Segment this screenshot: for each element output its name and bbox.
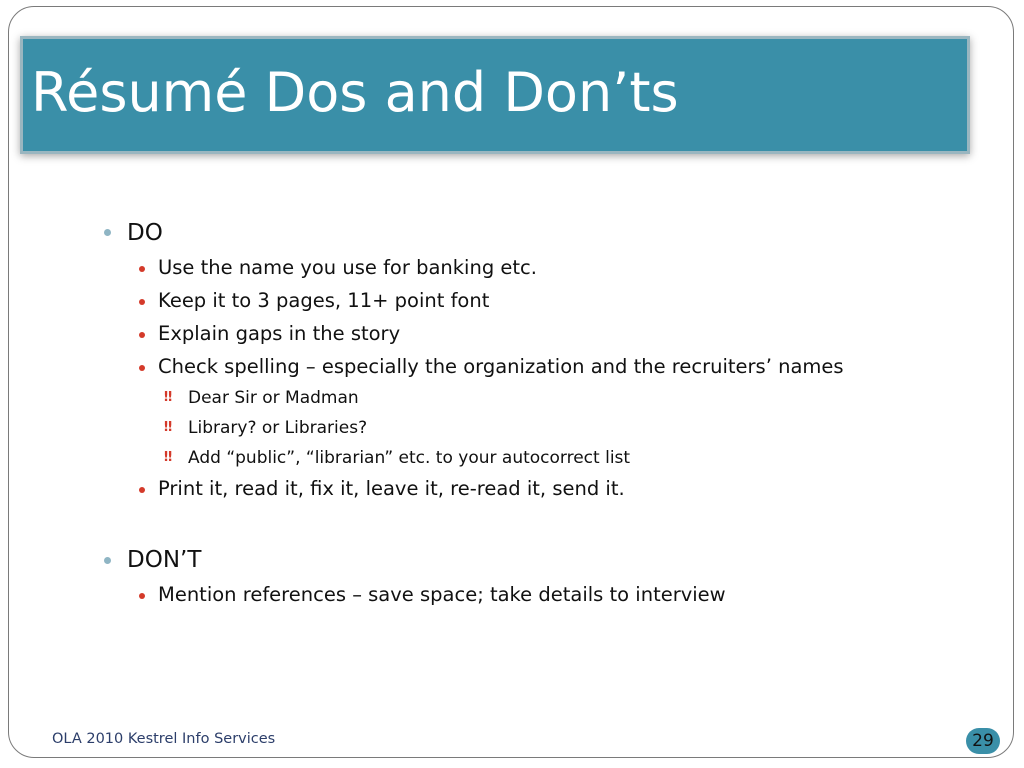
do-subitem-3: Add “public”, “librarian” etc. to your autocorrect list	[188, 448, 631, 468]
level3-marker: ‼	[164, 390, 173, 405]
level1-bullet	[104, 229, 111, 236]
level2-bullet	[139, 299, 145, 305]
do-subitem-1: Dear Sir or Madman	[188, 388, 359, 408]
do-item-5: Print it, read it, fix it, leave it, re-read it, send it.	[158, 477, 625, 500]
section-heading-do: DO	[127, 220, 163, 246]
level3-marker: ‼	[164, 450, 173, 465]
section-heading-dont: DON’T	[127, 547, 202, 573]
slide-title: Résumé Dos and Don’ts	[31, 61, 679, 124]
level2-bullet	[139, 266, 145, 272]
do-item-2: Keep it to 3 pages, 11+ point font	[158, 289, 490, 312]
do-item-3: Explain gaps in the story	[158, 322, 401, 345]
level2-bullet	[139, 593, 145, 599]
level3-marker: ‼	[164, 420, 173, 435]
do-subitem-2: Library? or Libraries?	[188, 418, 368, 438]
level1-bullet	[104, 557, 111, 564]
do-item-1: Use the name you use for banking etc.	[158, 256, 537, 279]
level2-bullet	[139, 332, 145, 338]
level2-bullet	[139, 365, 145, 371]
level2-bullet	[139, 487, 145, 493]
page-number-badge: 29	[966, 728, 1000, 754]
dont-item-1: Mention references – save space; take details to interview	[158, 583, 726, 606]
do-item-4: Check spelling – especially the organization and the recruiters’ names	[158, 355, 844, 378]
footer-text: OLA 2010 Kestrel Info Services	[52, 731, 276, 747]
